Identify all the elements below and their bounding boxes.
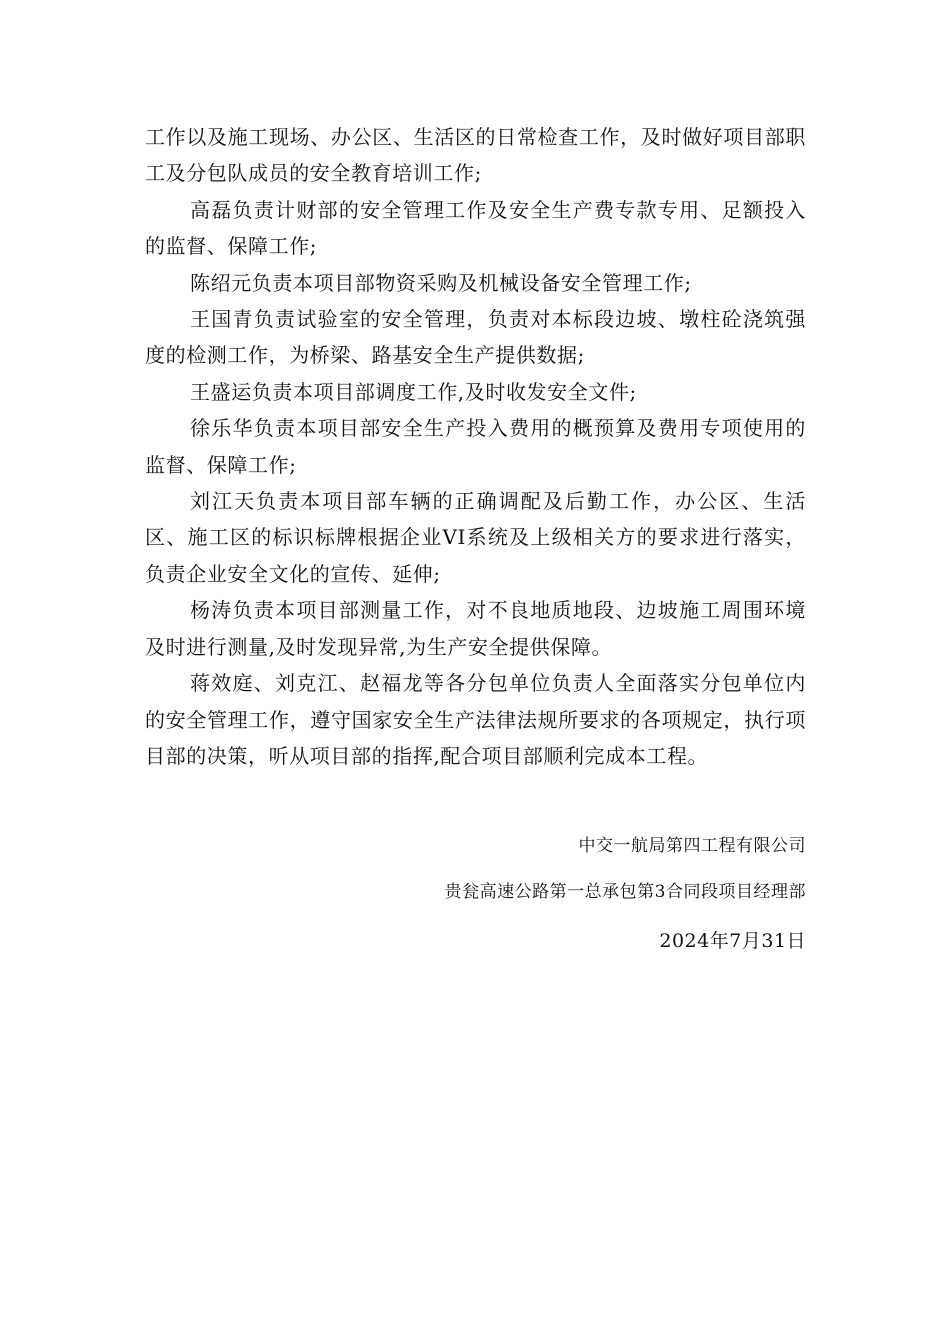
paragraph-wang-guoqing: 王国青负责试验室的安全管理，负责对本标段边坡、墩柱砼浇筑强度的检测工作，为桥梁、路基安全生产提供数据; bbox=[145, 307, 806, 368]
document-body bbox=[145, 119, 806, 774]
paragraph-gao-lei: 高磊负责计财部的安全管理工作及安全生产费专款专用、足额投入的监督、保障工作; bbox=[145, 197, 806, 259]
paragraph-yang-tao: 杨涛负责本项目部测量工作，对不良地质地段、边坡施工周围环境及时进行测量,及时发现异常,为生产安全提供保障。 bbox=[145, 598, 806, 659]
paragraph-liu-jiangtian: 刘江天负责本项目部车辆的正确调配及后勤工作，办公区、生活区、施工区的标识标牌根据企业VI系统及上级相关方的要求进行落实，负责企业安全文化的宣传、延伸; bbox=[145, 489, 806, 586]
signature-date: 2024年7月31日 bbox=[659, 930, 806, 952]
paragraph-subcontractors: 蒋效庭、刘克江、赵福龙等各分包单位负责人全面落实分包单位内的安全管理工作，遵守国家安全生产法律法规所要求的各项规定，执行项目部的决策，听从项目部的指挥,配合项目部顺利完成本工程。 bbox=[145, 671, 806, 768]
signature-company: 中交一航局第四工程有限公司 bbox=[578, 836, 806, 856]
paragraph-chen-shaoyuan: 陈绍元负责本项目部物资采购及机械设备安全管理工作; bbox=[190, 270, 692, 295]
paragraph-xu-lehua: 徐乐华负责本项目部安全生产投入费用的概预算及费用专项使用的监督、保障工作; bbox=[145, 416, 806, 477]
signature-department: 贵瓮高速公路第一总承包第3合同段项目经理部 bbox=[444, 882, 806, 902]
paragraph-safety-inspection: 工作以及施工现场、办公区、生活区的日常检查工作，及时做好项目部职工及分包队成员的安全教育培训工作; bbox=[145, 125, 806, 186]
paragraph-wang-shengyun: 王盛运负责本项目部调度工作,及时收发安全文件; bbox=[190, 379, 637, 404]
